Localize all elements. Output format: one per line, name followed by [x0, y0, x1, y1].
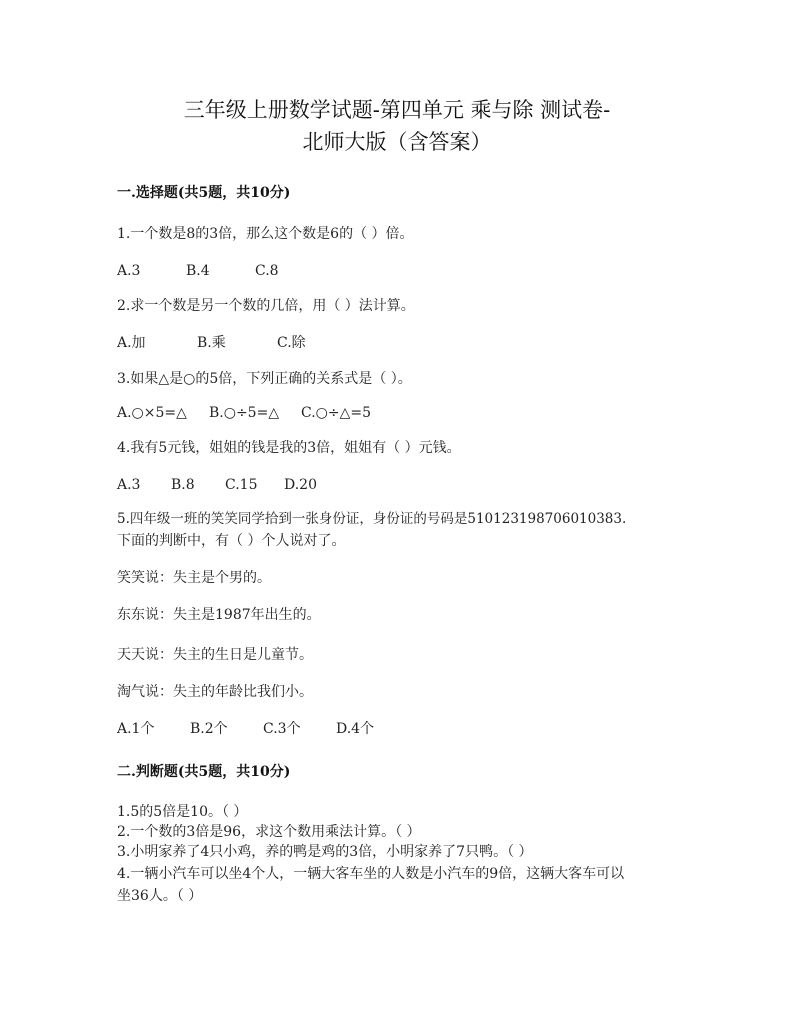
question-5-text-line2: 下面的判断中，有（ ）个人说对了。 [117, 533, 346, 549]
option-d[interactable]: D.20 [284, 477, 317, 493]
option-b[interactable]: B.○÷5=△ [209, 405, 280, 421]
option-c[interactable]: C.8 [255, 263, 279, 279]
statement-tiantian: 天天说：失主的生日是儿童节。 [117, 647, 313, 663]
question-2-text: 2.求一个数是另一个数的几倍，用（ ）法计算。 [117, 298, 415, 314]
statement-dongdong: 东东说：失主是1987年出生的。 [117, 607, 321, 623]
document-title-line2: 北师大版（含答案） [302, 130, 492, 154]
judge-item-3: 3.小明家养了4只小鸡，养的鸭是鸡的3倍，小明家养了7只鸭。（ ） [117, 844, 533, 860]
option-d[interactable]: D.4个 [336, 721, 375, 737]
judge-item-2: 2.一个数的3倍是96，求这个数用乘法计算。（ ） [117, 824, 421, 840]
option-a[interactable]: A.3 [117, 477, 141, 493]
judge-item-4-line1: 4.一辆小汽车可以坐4个人，一辆大客车坐的人数是小汽车的9倍，这辆大客车可以 [117, 866, 625, 882]
option-c[interactable]: C.○÷△=5 [301, 405, 372, 421]
section-heading-judge: 二.判断题(共5题，共10分) [117, 764, 291, 780]
option-c[interactable]: C.3个 [263, 721, 301, 737]
statement-xiaoxiao: 笑笑说：失主是个男的。 [117, 570, 271, 586]
option-b[interactable]: B.4 [186, 263, 210, 279]
question-3-text: 3.如果△是○的5倍，下列正确的关系式是（ ）。 [117, 371, 412, 387]
option-c[interactable]: C.除 [277, 335, 306, 351]
question-5-text-line1: 5.四年级一班的笑笑同学拾到一张身份证，身份证的号码是510123198706010383. [117, 511, 627, 527]
option-c[interactable]: C.15 [225, 477, 258, 493]
option-b[interactable]: B.乘 [197, 335, 226, 351]
section-heading-choice: 一.选择题(共5题，共10分) [117, 185, 291, 201]
judge-item-1: 1.5的5倍是10。（ ） [117, 804, 248, 820]
option-a[interactable]: A.加 [117, 335, 146, 351]
judge-item-4-line2: 坐36人。（ ） [117, 888, 203, 904]
question-4-text: 4.我有5元钱，姐姐的钱是我的3倍，姐姐有（ ）元钱。 [117, 440, 461, 456]
document-title-line1: 三年级上册数学试题-第四单元 乘与除 测试卷- [183, 98, 611, 122]
statement-taoqi: 淘气说：失主的年龄比我们小。 [117, 684, 313, 700]
question-1-text: 1.一个数是8的3倍，那么这个数是6的（ ）倍。 [117, 226, 414, 242]
option-a[interactable]: A.3 [117, 263, 141, 279]
option-b[interactable]: B.2个 [190, 721, 228, 737]
option-b[interactable]: B.8 [171, 477, 195, 493]
option-a[interactable]: A.1个 [117, 721, 155, 737]
option-a[interactable]: A.○×5=△ [117, 405, 187, 421]
